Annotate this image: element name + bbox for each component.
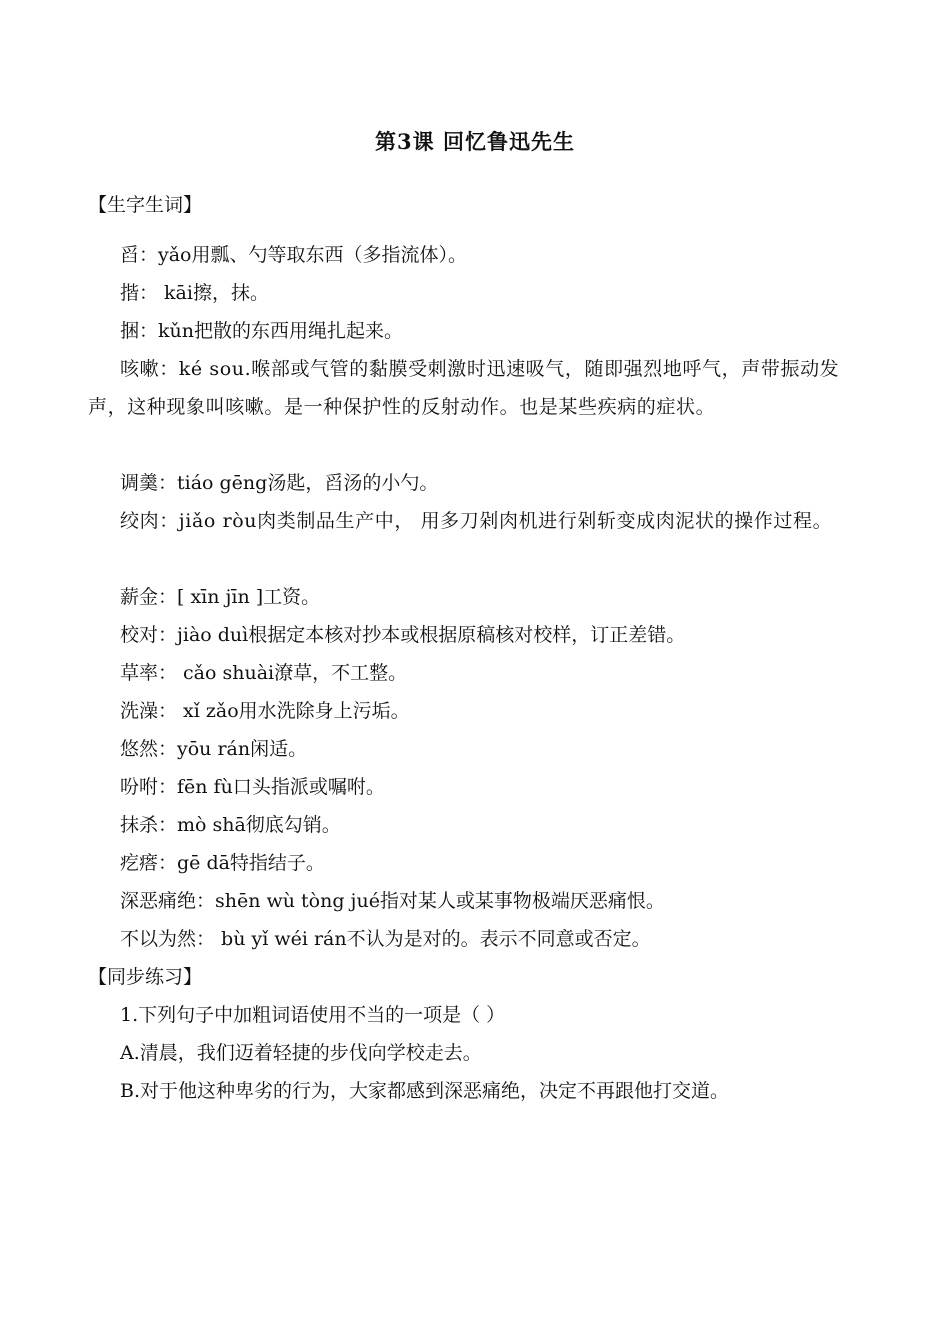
vocab-item: 校对：jiào duì根据定本核对抄本或根据原稿核对校样，订正差错。 bbox=[120, 624, 686, 646]
vocab-item: 悠然：yōu rán闲适。 bbox=[120, 738, 308, 760]
vocab-item: 咳嗽：ké sou.喉部或气管的黏膜受刺激时迅速吸气，随即强烈地呼气，声带振动发声，这种现象叫咳嗽。是一种保护性的反射动作。也是某些疾病的症状。 bbox=[88, 358, 840, 418]
vocab-item: 疙瘩：gē dā特指结子。 bbox=[120, 852, 325, 874]
vocab-item: 捆：kǔn把散的东西用绳扎起来。 bbox=[120, 320, 403, 342]
section-heading-practice: 【同步练习】 bbox=[88, 966, 203, 988]
vocab-item: 薪金：[ xīn jīn ]工资。 bbox=[120, 586, 321, 608]
vocab-item: 吩咐：fēn fù口头指派或嘱咐。 bbox=[120, 776, 385, 798]
vocab-item: 不以为然： bù yǐ wéi rán不认为是对的。表示不同意或否定。 bbox=[120, 928, 651, 950]
vocab-item: 抹杀：mò shā彻底勾销。 bbox=[120, 814, 341, 836]
vocab-item: 舀：yǎo用瓢、勺等取东西（多指流体）。 bbox=[120, 244, 468, 266]
vocab-item: 揩： kāi擦，抹。 bbox=[120, 282, 269, 304]
practice-question: 1.下列句子中加粗词语使用不当的一项是（ ） bbox=[120, 1004, 506, 1026]
vocab-item: 草率： cǎo shuài潦草，不工整。 bbox=[120, 662, 408, 684]
practice-option: A.清晨，我们迈着轻捷的步伐向学校走去。 bbox=[120, 1042, 482, 1064]
vocab-item: 洗澡： xǐ zǎo用水洗除身上污垢。 bbox=[120, 700, 410, 722]
vocab-item: 绞肉：jiǎo ròu肉类制品生产中， 用多刀剁肉机进行剁斩变成肉泥状的操作过程。 bbox=[120, 510, 833, 532]
vocab-item: 调羹：tiáo gēng汤匙，舀汤的小勺。 bbox=[120, 472, 439, 494]
practice-option: B.对于他这种卑劣的行为，大家都感到深恶痛绝，决定不再跟他打交道。 bbox=[120, 1080, 730, 1102]
vocab-item: 深恶痛绝：shēn wù tòng jué指对某人或某事物极端厌恶痛恨。 bbox=[120, 890, 665, 912]
page-title: 第3课 回忆鲁迅先生 bbox=[375, 129, 575, 154]
section-heading-vocab: 【生字生词】 bbox=[88, 194, 203, 216]
